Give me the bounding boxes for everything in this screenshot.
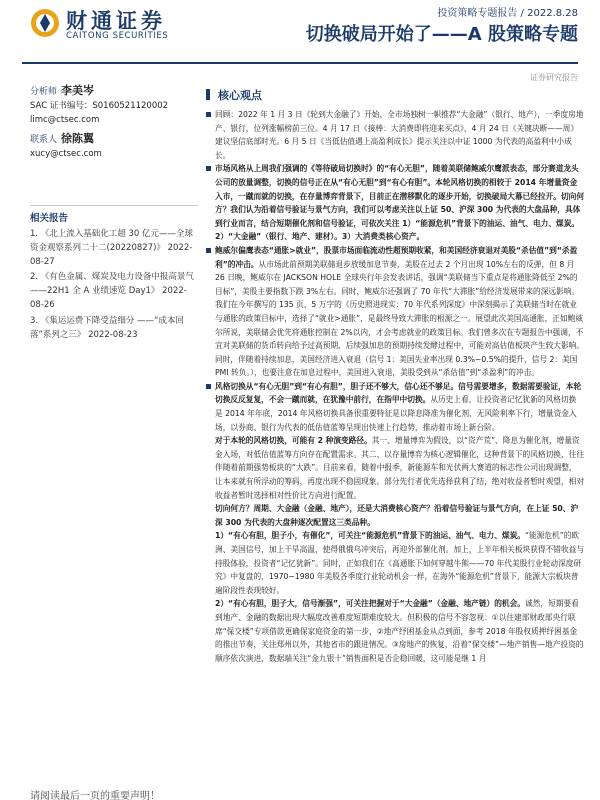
analyst-name: 李美岑 (61, 84, 95, 97)
core-paragraph (206, 244, 584, 298)
core-views-body (206, 108, 584, 665)
core-paragraph (206, 380, 584, 434)
analyst-role: 分析师 (30, 87, 58, 97)
related-reports-list (30, 228, 198, 342)
paragraph-text: 我们在今年撰写的 135 页、5 万字的《历史照进现实：70 年代系列深度》中深刻揭示了美联储当时在就业与通胀的政策目标中，选择了“就业>通胀”，是最终导致大滞胀的根源之一。展望此次美国高通胀，正如鲍威尔所说，美联储会优先将通胀控制在 2%以内，才会考虑就业的政策目标。我们曾多次在专题报告中强调，不宜对美联储的货币转向给予过高预期，后续强加息的预期持续发酵过程中，可能对高估值板块产生较大影响。同时，伴随着持续加息，美国经济进入衰退（信号 1：美国失业率出现 0.3%~0.5%的提升，信号 2：美国 PMI 转负。），也要注意在加息过程中，美国进入衰退，美股受到从“杀估值”到“杀盈利”的冲击。 (215, 300, 585, 378)
report-type-date: 投资策略专题报告 / 2022.8.28 (437, 8, 578, 19)
contact-name: 徐陈翼 (61, 132, 95, 145)
main-content (206, 87, 584, 665)
related-reports-title: 相关报告 (30, 213, 69, 224)
paragraph-text: 回顾：2022 年 1 月 3 日《轮到大金融了》开始，全市场独树一帜推荐“大金融”（银行、地产），一季度房地产、银行，位列涨幅榜前三位。4 月 17 日《接棒：大消费即将迎来买点》、4 月 24 日《关键决断——周》建议坚信底部时光。6 月 5 日《当低估值遇上高盈利成长》提示关注以中证 1000 为代表的高盈利中小成长。 (215, 110, 584, 160)
analyst-name-row (30, 84, 198, 99)
paragraph-text: 从市场此前预期美联储退步放缓加息节奏，美股在过去 2 个月出现 10%左右的反弹，但 8 月 26 日晚，鲍威尔在 JACKSON HOLE 全球央行年会发表讲话，强调“美联储当下重点是将通胀降低至 2%的目标”，美股主要指数下跌 3%左右。同时，鲍威尔还强调了 70 年代“大滞胀”给经济发展带来的深远影响。 (215, 259, 580, 296)
paragraph-bold-lead: 1）“有心有胆，胆子小，有催化”，可关注“能源危机”背景下的油运、油气、电力、煤炭。 (215, 531, 525, 541)
analyst-email[interactable]: limc@ctsec.com (30, 115, 100, 125)
core-paragraph (206, 298, 584, 380)
paragraph-text: 诚然，短期要看到地产、金融的数据出现大幅度改善难度短期难度较大。但积极的信号不容忽视：①以住建部财政部央行联席“保交楼”专项借款更确保家庭资金的第一步，②地产纾困基金从点到面，参考 2018 年股权质押纾困基金的推出节奏，关注郑州以外，其他省市的跟进情况。③房地产的恢复，沿着“保交楼”—地产销售—地产投资的顺序依次演进，数据端关注“金九银十”销售面积是否企稳回暖，这可能是继 1 月 (215, 599, 584, 663)
header-divider (22, 62, 578, 64)
core-views-title: 核心观点 (206, 87, 584, 103)
company-logo-english: CAITONG SECURITIES (66, 31, 169, 41)
paragraph-bold-lead: 鲍威尔偏鹰表态“通胀>就业”，股票市场面临流动性超预期收紧，和美国经济衰退对美股“杀估值”到“杀盈利”的冲击。 (215, 245, 578, 269)
report-header (0, 0, 600, 82)
related-report-item[interactable]: 2. 《有色金属、煤炭及电力设备中报高景气 ——22H1 全 A 业绩速览 Day1》 2022-08-26 (30, 272, 194, 310)
paragraph-text: 其一、增量博弈为假设，以“资产荒”、降息为催化剂，增量资金入场，对低估值蓝筹方向存在配置需求。其二、以存量博弈为核心逻辑催化，这种背景下的风格切换，往往伴随着前期强势板块的“大跌”。目前来看，随着中报季，新能源车和光伏两大赛道的标志性公司出现调整，让本来就有所浮动的筹码，再度出现不稳固现象。部分先行者优先选择获利了结，绝对收益者暂时观望，相对收益者暂时选择相对性价比方向进行配置。 (215, 436, 585, 500)
paragraph-bold-lead: 切向何方？周期、大金融（金融、地产），还是大消费核心资产？沿着信号验证与景气方向，在上证 50、沪深 300 为代表的大盘种逐次配置这三类品种。 (215, 504, 579, 527)
company-logo-text: 财通证券 (66, 9, 166, 33)
related-report-item[interactable]: 1. 《北上流入基础化工超 30 亿元——全球资金观察系列二十二(20220827)》 2022-08-27 (30, 229, 194, 267)
contact-name-row (30, 132, 198, 147)
core-paragraph (206, 502, 584, 529)
paragraph-bold-lead: 对于本轮的风格切换，可能有 2 种演变路径。 (215, 436, 372, 446)
core-paragraph (206, 529, 584, 597)
analyst-block (30, 84, 198, 127)
sidebar-divider (30, 205, 198, 206)
caitong-logo-icon (30, 8, 60, 38)
related-report-item[interactable]: 3. 《集运运费下降受益细分 ——“成本回落”系列之三》 2022-08-23 (30, 315, 184, 340)
paragraph-bold-lead: 风格切换从“有心无胆”到“有心有胆”，胆子还不够大，信心还不够足。信号需要增多，数据需要验证，本轮切换反反复复，不会一蹴而就，在犹豫中前行，在指甲中切换。 (215, 381, 582, 405)
analyst-cert: SAC 证书编号：S0160521120002 (30, 101, 169, 111)
core-paragraph (206, 434, 584, 502)
report-title: 切换破局开始了——A 股策略专题 (305, 24, 578, 45)
contact-role: 联系人 (30, 135, 58, 145)
core-paragraph (206, 597, 584, 665)
core-paragraph (206, 162, 584, 244)
paragraph-text: “能源危机”的欧洲、美国信号，加上干旱高温，使得俄俄乌冲突后，再迎外部催化剂。加上，上半年相关板块获得不错收益与持股体验，投资者“记忆犹新”。同时，正如我们在《高通胀下如何穿越牛熊——70 年代美股行业轮动深度研究》中复盘的，1970~1980 年美股各季度行业轮动机会一样，在海外“能源危机”背景下，能源大宗板块普遍阶段性表现较好。 (215, 531, 585, 595)
core-paragraph (206, 108, 584, 162)
contact-block (30, 132, 198, 161)
contact-email[interactable]: xucy@ctsec.com (30, 149, 102, 159)
paragraph-bold-lead: 2）“有心有胆，胆子大，信号渐强”，可关注把握对于“大金融”（金融、地产链）的机会。 (215, 599, 525, 609)
paragraph-bold-lead: 市场风格从上周我们强调的《等待破局切换时》的“有心无胆”，随着美联储鲍威尔鹰派表态，部分赛道龙头公司的放量调整，切换的信号正在从“有心无胆”到“有心有胆”。本轮风格切换的相较于 2014 年增量资金入市，一蹴而就的切换，在存量博弈背景下，目前正在潜移默化的逐步开始，切换破局大幕已经拉开。切向何方？我们认为沿着信号验证与景气方向，我们可以考虑关注以上证 50、沪深 300 为代表的大盘品种，具体到行业而言，结合短期催化剂和信号验证，可依次关注 1）“能源危机”背景下的油运、油气、电力、煤炭。2）“大金融”（银行、地产、建材）。3）大消费类核心资产。 (215, 164, 585, 242)
left-sidebar (30, 84, 198, 344)
paragraph-text: 从历史上看，让投资者记忆犹新的风格切换是 2014 年年底，2014 年风格切换具备很重要特征是以降息降准为催化剂，无风险利率下行，增量资金入场，以券商、银行为代表的低估值蓝筹呈现出快速上行趋势，推动着市场上新台阶。 (215, 395, 577, 432)
section-tag: 证券研究报告 (530, 73, 578, 82)
footer-disclaimer: 请阅读最后一页的重要声明！ (30, 791, 160, 800)
